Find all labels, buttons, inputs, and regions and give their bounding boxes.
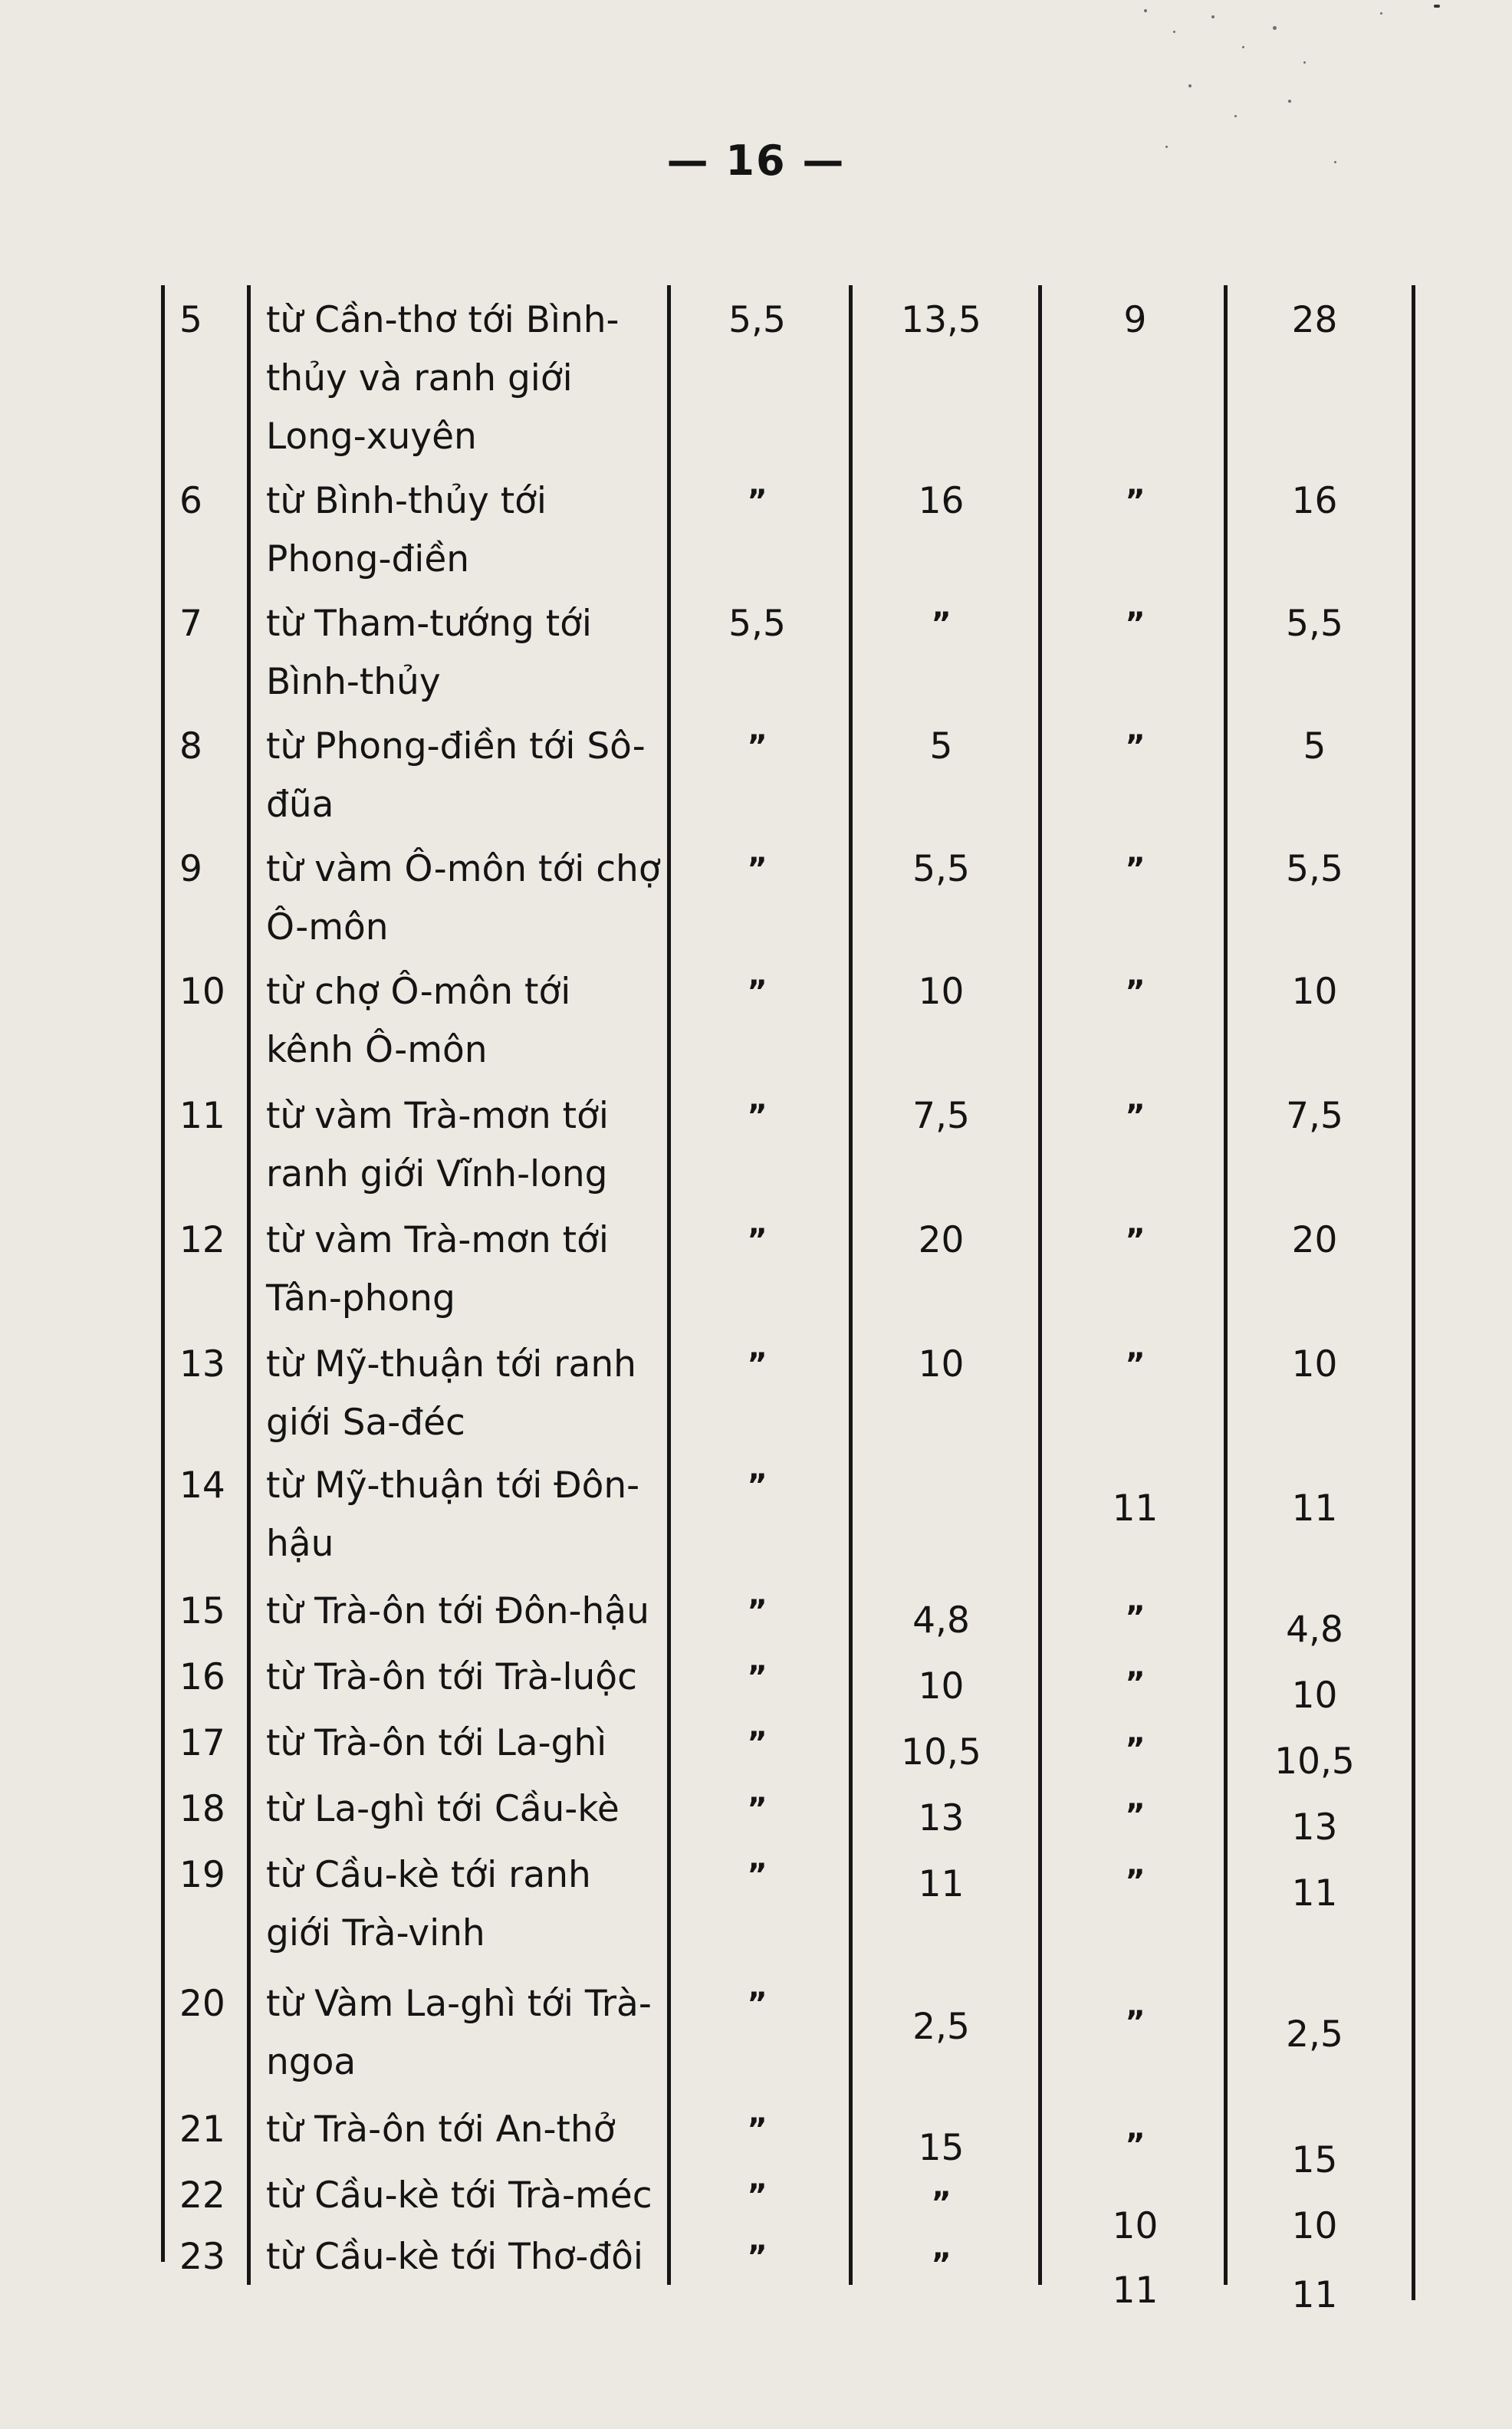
table-rule-number — [247, 285, 251, 2285]
row-number: 10 — [179, 971, 225, 1013]
row-number: 17 — [179, 1722, 225, 1764]
row-value-4: 5,5 — [1286, 848, 1343, 890]
row-value-1: ” — [747, 1726, 768, 1761]
row-number: 5 — [179, 299, 202, 341]
row-number: 6 — [179, 480, 202, 522]
row-value-1: ” — [747, 1858, 768, 1893]
row-number: 22 — [179, 2174, 225, 2217]
row-number: 7 — [179, 603, 202, 645]
row-value-3: ” — [1125, 1666, 1146, 1701]
row-value-1: 5,5 — [728, 603, 786, 645]
row-description: từ chợ Ô-môn tới kênh Ô-môn — [266, 971, 571, 1071]
row-value-4: 4,8 — [1286, 1609, 1343, 1651]
row-value-2: 10,5 — [901, 1731, 981, 1773]
row-description: từ Cần-thơ tới Bình-thủy và ranh giới Long-xuyên — [266, 299, 620, 458]
row-value-2: 13 — [918, 1797, 965, 1839]
row-value-3: ” — [1125, 729, 1146, 764]
row-value-1: ” — [747, 975, 768, 1010]
row-value-2: 20 — [918, 1219, 965, 1261]
row-value-1: 5,5 — [728, 299, 786, 341]
row-value-1: ” — [747, 1792, 768, 1827]
row-value-2: ” — [931, 2247, 952, 2283]
row-description: từ Mỹ-thuận tới Đôn-hậu — [266, 1464, 640, 1565]
row-value-1: ” — [747, 2112, 768, 2148]
row-value-2: 4,8 — [912, 1599, 970, 1642]
row-value-4: 11 — [1291, 2274, 1338, 2316]
row-value-2: 5,5 — [912, 848, 970, 890]
row-value-1: ” — [747, 729, 768, 764]
row-value-3: 10 — [1112, 2205, 1159, 2247]
row-value-1: ” — [747, 1594, 768, 1629]
row-value-3: ” — [1125, 2128, 1146, 2163]
row-value-1: ” — [747, 1660, 768, 1695]
row-number: 9 — [179, 848, 202, 890]
row-value-1: ” — [747, 1099, 768, 1134]
table-rule-desc — [667, 285, 671, 2285]
row-value-2: 5 — [929, 725, 953, 767]
row-description: từ Phong-điền tới Sô-đũa — [266, 725, 646, 826]
page-number: — 16 — — [666, 136, 846, 185]
row-number: 19 — [179, 1854, 225, 1896]
row-description: từ Cầu-kè tới Trà-méc — [266, 2174, 652, 2217]
row-description: từ La-ghì tới Cầu-kè — [266, 1788, 620, 1830]
row-value-4: 15 — [1291, 2139, 1338, 2181]
row-value-4: 10,5 — [1274, 1740, 1355, 1783]
row-description: từ Trà-ôn tới La-ghì — [266, 1722, 607, 1764]
row-description: từ Trà-ôn tới An-thở — [266, 2109, 616, 2151]
row-value-4: 5 — [1303, 725, 1326, 767]
row-value-3: ” — [1125, 1099, 1146, 1134]
table-rule-col1 — [849, 285, 853, 2285]
row-number: 23 — [179, 2236, 225, 2278]
table-rule-col2 — [1038, 285, 1042, 2285]
row-value-2: 10 — [918, 1665, 965, 1708]
row-description: từ Cầu-kè tới ranh giới Trà-vinh — [266, 1854, 591, 1954]
row-description: từ Mỹ-thuận tới ranh giới Sa-đéc — [266, 1343, 636, 1444]
row-value-4: 10 — [1291, 1343, 1338, 1385]
row-value-3: ” — [1125, 1223, 1146, 1258]
row-value-3: 11 — [1112, 2270, 1159, 2312]
row-value-3: ” — [1125, 975, 1146, 1010]
row-value-1: ” — [747, 852, 768, 887]
row-value-3: ” — [1125, 484, 1146, 519]
row-value-4: 10 — [1291, 2205, 1338, 2247]
row-description: từ Tham-tướng tới Bình-thủy — [266, 603, 592, 703]
row-value-4: 10 — [1291, 971, 1338, 1013]
row-number: 16 — [179, 1656, 225, 1698]
row-number: 14 — [179, 1464, 225, 1507]
row-description: từ Trà-ôn tới Trà-luộc — [266, 1656, 637, 1698]
row-number: 20 — [179, 1983, 225, 2025]
row-description: từ vàm Ô-môn tới chợ Ô-môn — [266, 848, 661, 948]
row-value-2: 11 — [918, 1863, 965, 1905]
row-description: từ Trà-ôn tới Đôn-hậu — [266, 1590, 649, 1632]
row-value-2: 13,5 — [901, 299, 981, 341]
table-rule-left — [161, 285, 165, 2262]
row-value-4: 20 — [1291, 1219, 1338, 1261]
row-value-2: 15 — [918, 2127, 965, 2169]
row-value-1: ” — [747, 484, 768, 519]
row-number: 21 — [179, 2109, 225, 2151]
row-value-1: ” — [747, 2240, 768, 2275]
row-value-3: ” — [1125, 2005, 1146, 2040]
row-value-1: ” — [747, 1468, 768, 1504]
row-value-1: ” — [747, 1987, 768, 2022]
row-description: từ vàm Trà-mơn tới Tân-phong — [266, 1219, 609, 1320]
row-value-4: 13 — [1291, 1806, 1338, 1849]
row-number: 11 — [179, 1095, 225, 1137]
row-value-4: 10 — [1291, 1675, 1338, 1717]
row-value-3: ” — [1125, 1600, 1146, 1635]
row-value-4: 7,5 — [1286, 1095, 1343, 1137]
row-description: từ Bình-thủy tới Phong-điền — [266, 480, 547, 580]
row-value-4: 11 — [1291, 1872, 1338, 1915]
row-number: 13 — [179, 1343, 225, 1385]
row-value-3: ” — [1125, 1347, 1146, 1382]
row-description: từ Cầu-kè tới Thơ-đôi — [266, 2236, 643, 2278]
row-value-2: ” — [931, 2186, 952, 2221]
row-value-3: 9 — [1123, 299, 1147, 341]
row-value-3: ” — [1125, 1732, 1146, 1767]
row-value-1: ” — [747, 1347, 768, 1382]
row-value-2: ” — [931, 606, 952, 642]
row-number: 18 — [179, 1788, 225, 1830]
row-number: 12 — [179, 1219, 225, 1261]
row-description: từ vàm Trà-mơn tới ranh giới Vĩnh-long — [266, 1095, 609, 1195]
table-rule-right — [1412, 285, 1415, 2300]
row-value-4: 28 — [1291, 299, 1338, 341]
row-value-4: 16 — [1291, 480, 1338, 522]
row-number: 8 — [179, 725, 202, 767]
row-value-1: ” — [747, 1223, 768, 1258]
row-value-2: 10 — [918, 971, 965, 1013]
row-value-2: 16 — [918, 480, 965, 522]
row-value-4: 5,5 — [1286, 603, 1343, 645]
row-value-3: ” — [1125, 1864, 1146, 1899]
row-value-3: ” — [1125, 606, 1146, 642]
row-value-2: 2,5 — [912, 2006, 970, 2048]
row-description: từ Vàm La-ghì tới Trà-ngoa — [266, 1983, 652, 2083]
row-value-4: 2,5 — [1286, 2013, 1343, 2056]
row-value-2: 10 — [918, 1343, 965, 1385]
row-value-4: 11 — [1291, 1487, 1338, 1530]
row-value-3: ” — [1125, 1798, 1146, 1833]
row-value-1: ” — [747, 2178, 768, 2214]
row-value-2: 7,5 — [912, 1095, 970, 1137]
row-value-3: 11 — [1112, 1487, 1159, 1530]
row-number: 15 — [179, 1590, 225, 1632]
row-value-3: ” — [1125, 852, 1146, 887]
table-rule-col3 — [1224, 285, 1228, 2285]
